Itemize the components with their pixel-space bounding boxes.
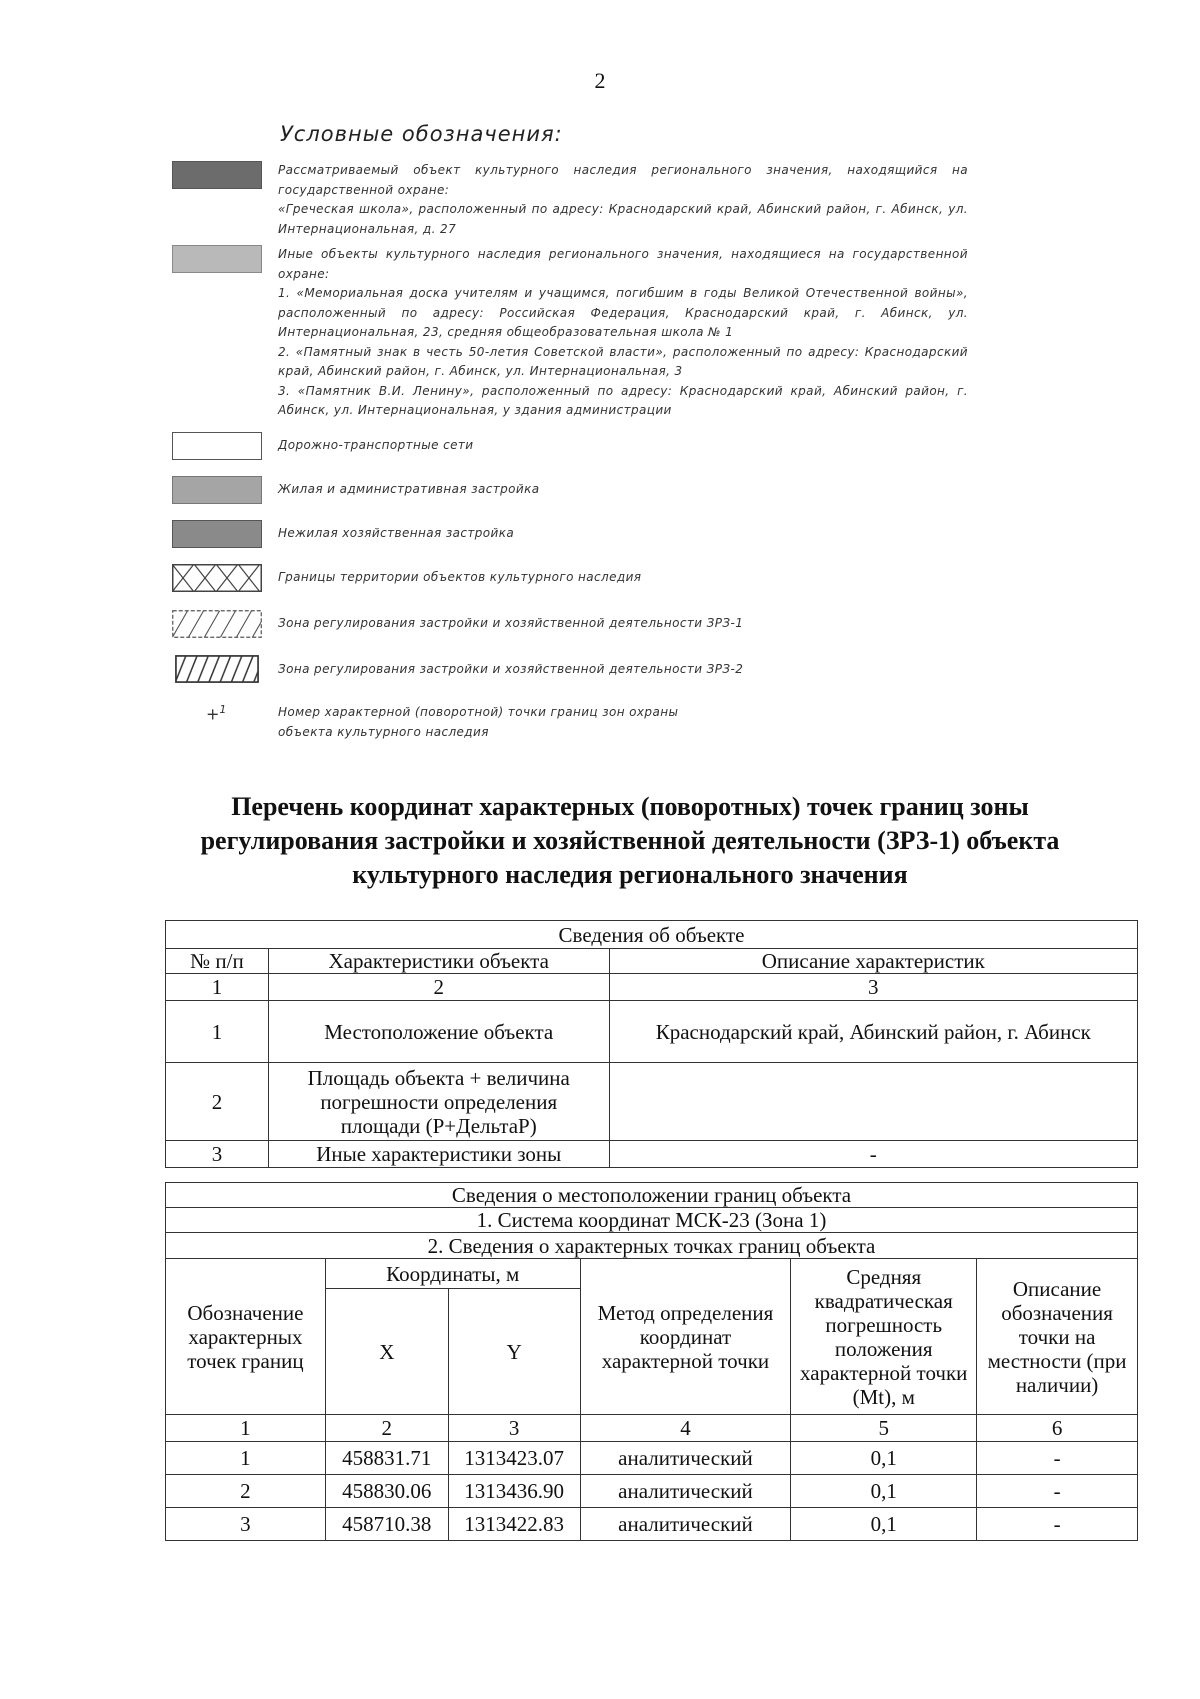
- table-cell: Краснодарский край, Абинский район, г. Абинск: [609, 1001, 1137, 1063]
- coord-system: 1. Система координат МСК-23 (Зона 1): [166, 1208, 1138, 1233]
- column-header: Y: [448, 1289, 580, 1415]
- column-header: Средняя квадратическая погрешность положения характерной точки (Mt), м: [791, 1259, 977, 1415]
- legend-text: Зона регулирования застройки и хозяйственной деятельности ЗРЗ-2: [278, 662, 744, 676]
- error-value: 0,1: [791, 1508, 977, 1541]
- legend-text: Рассматриваемый объект культурного наследия регионального значения, находящийся на государственной охране:: [278, 163, 968, 197]
- legend-text: Жилая и административная застройка: [278, 482, 540, 496]
- table-cell: Площадь объекта + величина погрешности определения площади (Р+ДельтаР): [268, 1063, 609, 1141]
- section-title: Сведения о местоположении границ объекта: [166, 1183, 1138, 1208]
- column-header: № п/п: [166, 949, 269, 974]
- description: -: [977, 1442, 1138, 1475]
- column-number: 3: [448, 1415, 580, 1442]
- column-number: 6: [977, 1415, 1138, 1442]
- column-number: 3: [609, 974, 1137, 1001]
- gray-swatch-icon: [172, 476, 262, 504]
- table-cell: Местоположение объекта: [268, 1001, 609, 1063]
- sparse-hatch-swatch-icon: [172, 610, 262, 638]
- legend-text: 2. «Памятный знак в честь 50-летия Советской власти», расположенный по адресу: Краснодарский край, Абинский район, г. Абинск, ул. Интернациональная, 3: [278, 344, 968, 378]
- column-number: 1: [166, 974, 269, 1001]
- table-cell: Иные характеристики зоны: [268, 1141, 609, 1168]
- crosshatch-swatch-icon: [172, 564, 262, 592]
- legend-text: 3. «Памятник В.И. Ленину», расположенный по адресу: Краснодарский край, Абинский район, г. Абинск, ул. Интернациональная, у здания администрации: [278, 383, 968, 417]
- table-row: [166, 1141, 1138, 1168]
- column-header: Обозначение характерных точек границ: [166, 1259, 326, 1415]
- section-heading: Перечень координат характерных (поворотных) точек границ зоны регулирования застройки и хозяйственной деятельности (ЗРЗ-1) объекта культурного наследия регионального значения: [200, 792, 1060, 889]
- column-header: Характеристики объекта: [268, 949, 609, 974]
- white-swatch-icon: [172, 432, 262, 460]
- column-header: X: [325, 1289, 448, 1415]
- legend-text: 1. «Мемориальная доска учителям и учащимся, погибшим в годы Великой Отечественной войны», расположенный по адресу: Российская Федерация, Краснодарский край, г. Абинск, ул. Интернациональная, 23, средняя общеобразовательная школа № 1: [278, 286, 968, 339]
- table-row: [166, 1063, 1138, 1141]
- y-coordinate: 1313436.90: [448, 1475, 580, 1508]
- table-cell: [609, 1063, 1137, 1141]
- points-title: 2. Сведения о характерных точках границ объекта: [166, 1233, 1138, 1259]
- column-number: 5: [791, 1415, 977, 1442]
- column-number: 2: [268, 974, 609, 1001]
- table-cell: 3: [166, 1141, 269, 1168]
- x-coordinate: 458831.71: [325, 1442, 448, 1475]
- legend-text: Нежилая хозяйственная застройка: [278, 526, 515, 540]
- column-header: Координаты, м: [325, 1259, 580, 1289]
- x-coordinate: 458710.38: [325, 1508, 448, 1541]
- point-id: 3: [166, 1508, 326, 1541]
- legend-text: Границы территории объектов культурного наследия: [278, 570, 642, 584]
- table-cell: 2: [166, 1063, 269, 1141]
- y-coordinate: 1313422.83: [448, 1508, 580, 1541]
- column-header: Описание обозначения точки на местности (при наличии): [977, 1259, 1138, 1415]
- method: аналитический: [580, 1475, 791, 1508]
- point-id: 2: [166, 1475, 326, 1508]
- legend-text: Номер характерной (поворотной) точки границ зон охраны объекта культурного наследия: [278, 705, 679, 739]
- location-section-table: [165, 1182, 1138, 1259]
- table-row: [166, 1508, 1138, 1541]
- table-cell: -: [609, 1141, 1137, 1168]
- legend-text: Дорожно-транспортные сети: [278, 438, 474, 452]
- table-row: [166, 1442, 1138, 1475]
- column-header: Описание характеристик: [609, 949, 1137, 974]
- dark-gray-swatch-icon: [172, 161, 262, 189]
- table-caption: Сведения об объекте: [166, 921, 1138, 949]
- object-info-table: [165, 920, 1138, 1168]
- column-number: 1: [166, 1415, 326, 1442]
- column-number: 2: [325, 1415, 448, 1442]
- page-number: 2: [594, 68, 606, 93]
- points-table: [165, 1258, 1138, 1541]
- table-row: [166, 1475, 1138, 1508]
- method: аналитический: [580, 1508, 791, 1541]
- method: аналитический: [580, 1442, 791, 1475]
- legend-text: Зона регулирования застройки и хозяйственной деятельности ЗРЗ-1: [278, 616, 744, 630]
- light-gray-swatch-icon: [172, 245, 262, 273]
- legend-text: «Греческая школа», расположенный по адресу: Краснодарский край, Абинский район, г. Абинск, ул. Интернациональная, д. 27: [278, 202, 968, 236]
- error-value: 0,1: [791, 1475, 977, 1508]
- dense-hatch-swatch-icon: [172, 655, 262, 683]
- table-cell: 1: [166, 1001, 269, 1063]
- error-value: 0,1: [791, 1442, 977, 1475]
- legend-title: Условные обозначения:: [280, 122, 563, 146]
- y-coordinate: 1313423.07: [448, 1442, 580, 1475]
- point-id: 1: [166, 1442, 326, 1475]
- dark-gray-swatch-icon: [172, 520, 262, 548]
- column-number: 4: [580, 1415, 791, 1442]
- description: -: [977, 1475, 1138, 1508]
- legend-text: Иные объекты культурного наследия регионального значения, находящиеся на государственной охране:: [278, 247, 968, 281]
- table-row: [166, 1001, 1138, 1063]
- column-header: Метод определения координат характерной точки: [580, 1259, 791, 1415]
- description: -: [977, 1508, 1138, 1541]
- x-coordinate: 458830.06: [325, 1475, 448, 1508]
- plus-point-marker-icon: +$^1$: [206, 703, 227, 724]
